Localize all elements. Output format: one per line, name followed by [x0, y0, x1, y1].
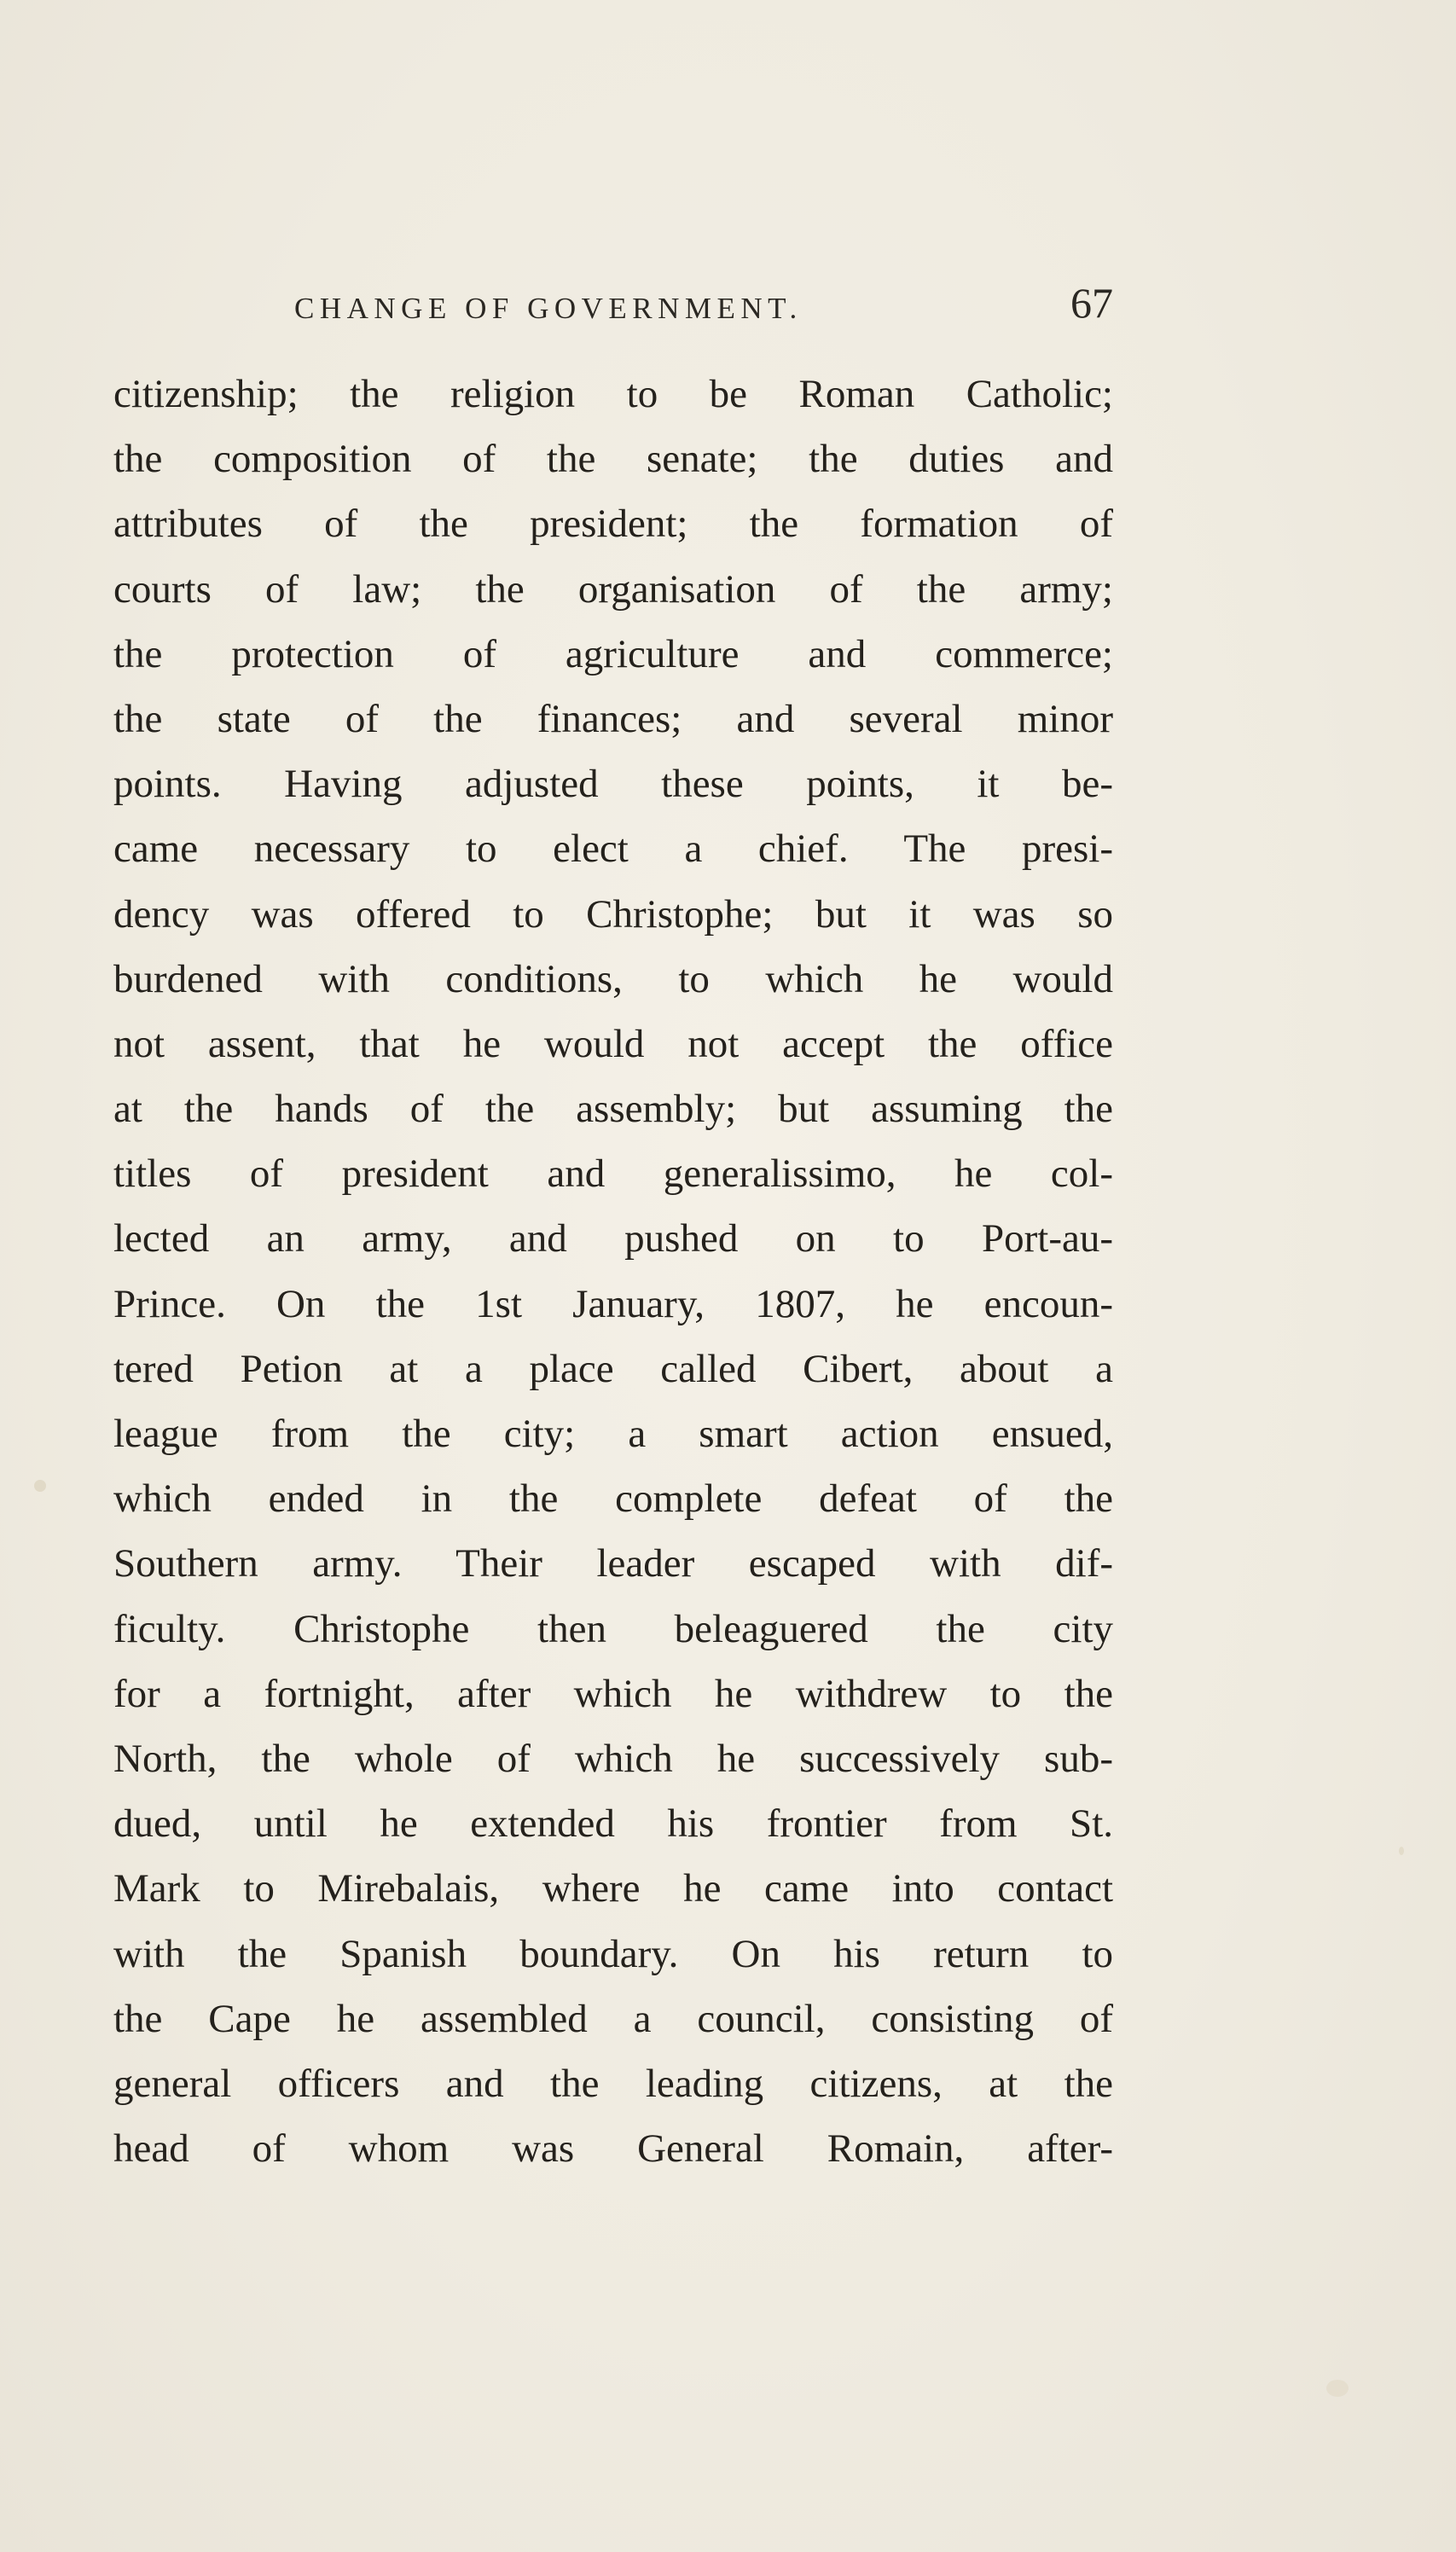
- text-line: the state of the finances; and several minor: [113, 696, 1113, 741]
- text-line: dued, until he extended his frontier from St.: [113, 1801, 1113, 1847]
- text-line: general officers and the leading citizens, at the: [113, 2061, 1113, 2106]
- text-line: which ended in the complete defeat of the: [113, 1476, 1113, 1522]
- text-line: head of whom was General Romain, after-: [113, 2126, 1113, 2172]
- text-line: Prince. On the 1st January, 1807, he encoun-: [113, 1281, 1113, 1326]
- text-line: for a fortnight, after which he withdrew to the: [113, 1671, 1113, 1716]
- text-line: the protection of agriculture and commerce;: [113, 631, 1113, 676]
- text-line: citizenship; the religion to be Roman Catholic;: [113, 372, 1113, 416]
- text-line: at the hands of the assembly; but assuming the: [113, 1087, 1113, 1132]
- page-number: 67: [1070, 279, 1113, 327]
- paper-speck: [1326, 2380, 1349, 2397]
- text-line: tered Petion at a place called Cibert, about a: [113, 1346, 1113, 1391]
- text-line: burdened with conditions, to which he would: [113, 956, 1113, 1001]
- text-line: titles of president and generalissimo, he col-: [113, 1151, 1113, 1197]
- text-line: the composition of the senate; the duties and: [113, 437, 1113, 482]
- page-header: [111, 273, 1113, 341]
- text-line: Southern army. Their leader escaped with dif-: [113, 1541, 1113, 1586]
- paper-speck: [34, 1480, 46, 1492]
- text-line: lected an army, and pushed on to Port-au-: [113, 1216, 1113, 1262]
- text-line: ficulty. Christophe then beleaguered the city: [113, 1606, 1113, 1651]
- text-line: not assent, that he would not accept the office: [113, 1021, 1113, 1066]
- text-line: with the Spanish boundary. On his return to: [113, 1931, 1113, 1976]
- text-line: attributes of the president; the formation of: [113, 502, 1113, 547]
- text-line: came necessary to elect a chief. The presi-: [113, 826, 1113, 872]
- running-head: CHANGE OF GOVERNMENT.: [294, 292, 803, 325]
- text-line: North, the whole of which he successively sub-: [113, 1736, 1113, 1781]
- text-line: courts of law; the organisation of the army;: [113, 566, 1113, 612]
- text-line: points. Having adjusted these points, it be-: [113, 762, 1113, 807]
- text-line: dency was offered to Christophe; but it was so: [113, 891, 1113, 937]
- paper-speck: [1399, 1847, 1404, 1855]
- text-line: the Cape he assembled a council, consisting of: [113, 1996, 1113, 2041]
- body-text: [113, 362, 1113, 2181]
- text-line: league from the city; a smart action ensued,: [113, 1412, 1113, 1456]
- text-line: Mark to Mirebalais, where he came into contact: [113, 1866, 1113, 1911]
